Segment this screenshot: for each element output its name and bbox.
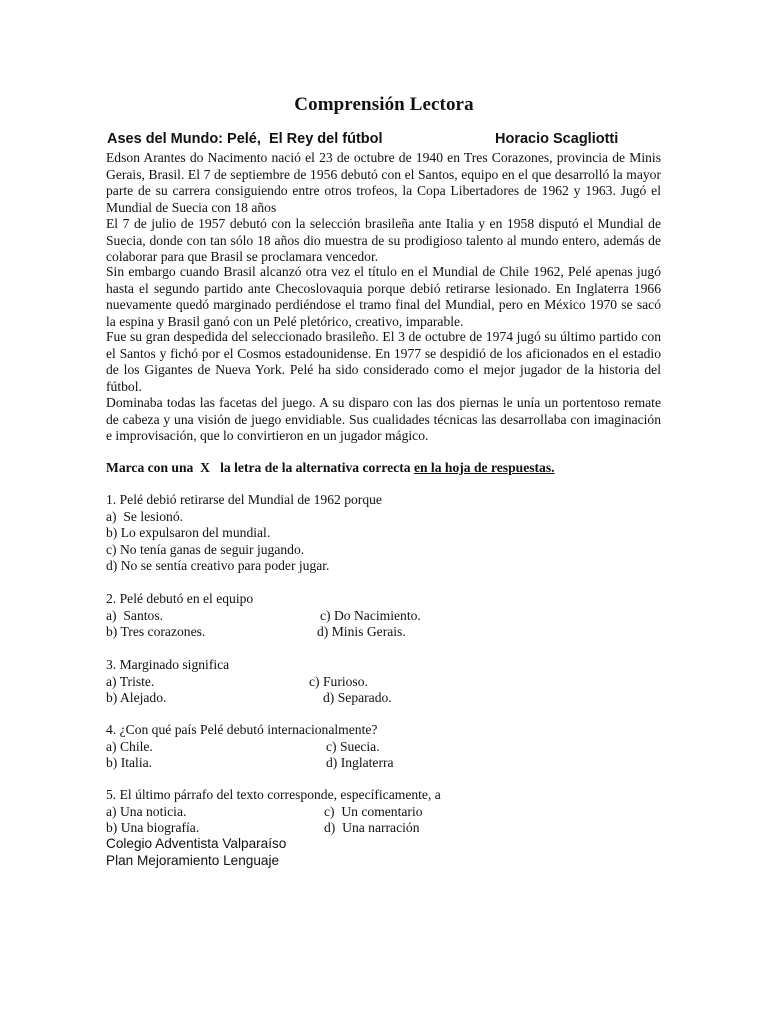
- question-2: [106, 591, 666, 641]
- option-c: c) No tenía ganas de seguir jugando.: [106, 541, 305, 557]
- paragraph-1: Edson Arantes do Nacimento nació el 23 de octubre de 1940 en Tres Corazones, provincia de Minis Gerais, Brasil. El 7 de septiembre de 1956 debutó con el Santos, equipo en el que desarrolló la mayor parte de su carrera consiguiendo entre otros trofeos, la Copa Libertadores de 1962 y 1963. Jugó el Mundial de Suecia con 18 años: [106, 150, 661, 215]
- question-stem: 1. Pelé debió retirarse del Mundial de 1962 porque: [106, 492, 382, 507]
- question-stem: 3. Marginado significa: [106, 657, 230, 672]
- option-b: b) Alejado.: [106, 690, 167, 705]
- option-d: d) Separado.: [323, 690, 392, 705]
- option-a: a) Chile.: [106, 738, 153, 754]
- question-stem: 5. El último párrafo del texto corresponde, específicamente, a: [106, 787, 441, 802]
- option-c: c) Do Nacimiento.: [320, 607, 421, 623]
- question-3: [106, 657, 666, 707]
- question-4: [106, 722, 666, 772]
- option-d: d) No se sentía creativo para poder jugar.: [106, 558, 330, 573]
- option-b: b) Italia.: [106, 755, 153, 770]
- footer-school: Colegio Adventista Valparaíso: [106, 836, 287, 851]
- paragraph-5: Dominaba todas las facetas del juego. A su disparo con las dos piernas le unía un portentoso remate de cabeza y una visión de juego envidiable. Sus cualidades técnicas las desarrollaba con imaginación e improvisación, que lo convirtieron en un jugador mágico.: [106, 395, 661, 443]
- option-d: d) Una narración: [324, 820, 420, 835]
- option-a: a) Santos.: [106, 607, 164, 623]
- footer-program: Plan Mejoramiento Lenguaje: [106, 853, 280, 868]
- question-1: [106, 492, 666, 575]
- option-b: b) Lo expulsaron del mundial.: [106, 525, 271, 540]
- instruction-text: [106, 460, 555, 476]
- instruction-prefix: Marca con una X la letra de la alternativa correcta: [106, 460, 414, 475]
- option-b: b) Una biografía.: [106, 820, 200, 835]
- reading-title: Ases del Mundo: Pelé, El Rey del fútbol: [107, 131, 383, 147]
- page-title: Comprensión Lectora: [294, 94, 474, 115]
- option-a: a) Se lesionó.: [106, 508, 184, 524]
- reading-author: Horacio Scagliotti: [495, 131, 619, 147]
- option-d: d) Inglaterra: [326, 755, 394, 770]
- option-b: b) Tres corazones.: [106, 624, 206, 639]
- instruction-underlined: en la hoja de respuestas.: [413, 460, 555, 475]
- option-c: c) Un comentario: [324, 803, 423, 819]
- option-c: c) Suecia.: [326, 738, 380, 754]
- question-stem: 4. ¿Con qué país Pelé debutó internacionalmente?: [106, 722, 378, 737]
- paragraph-4: Fue su gran despedida del seleccionado brasileño. El 3 de octubre de 1974 jugó su último partido con el Santos y fichó por el Cosmos estadounidense. En 1977 se despidió de los aficionados en el estadio de los Gigantes de Nueva York. Pelé ha sido considerado como el mejor jugador de la historia del fútbol.: [106, 329, 661, 394]
- question-stem: 2. Pelé debutó en el equipo: [106, 591, 254, 606]
- option-a: a) Una noticia.: [106, 803, 187, 819]
- option-c: c) Furioso.: [309, 673, 368, 689]
- reading-subtitle: [107, 131, 667, 151]
- question-5: [106, 787, 666, 837]
- paragraph-3: Sin embargo cuando Brasil alcanzó otra vez el título en el Mundial de Chile 1962, Pelé apenas jugó hasta el segundo partido ante Checoslovaquia porque debió retirarse lesionado. En Inglaterra 1966 nuevamente quedó marginado perdiéndose el tramo final del Mundial, pero en México 1970 se sacó la espina y Brasil ganó con un Pelé pletórico, creativo, imparable.: [106, 264, 661, 329]
- option-a: a) Triste.: [106, 673, 155, 689]
- option-d: d) Minis Gerais.: [317, 624, 406, 639]
- paragraph-2: El 7 de julio de 1957 debutó con la selección brasileña ante Italia y en 1958 disputó el Mundial de Suecia, donde con tan sólo 18 años dio muestra de su prodigioso talento al mundo entero, además de colaborar para que Brasil se proclamara vencedor.: [106, 216, 661, 264]
